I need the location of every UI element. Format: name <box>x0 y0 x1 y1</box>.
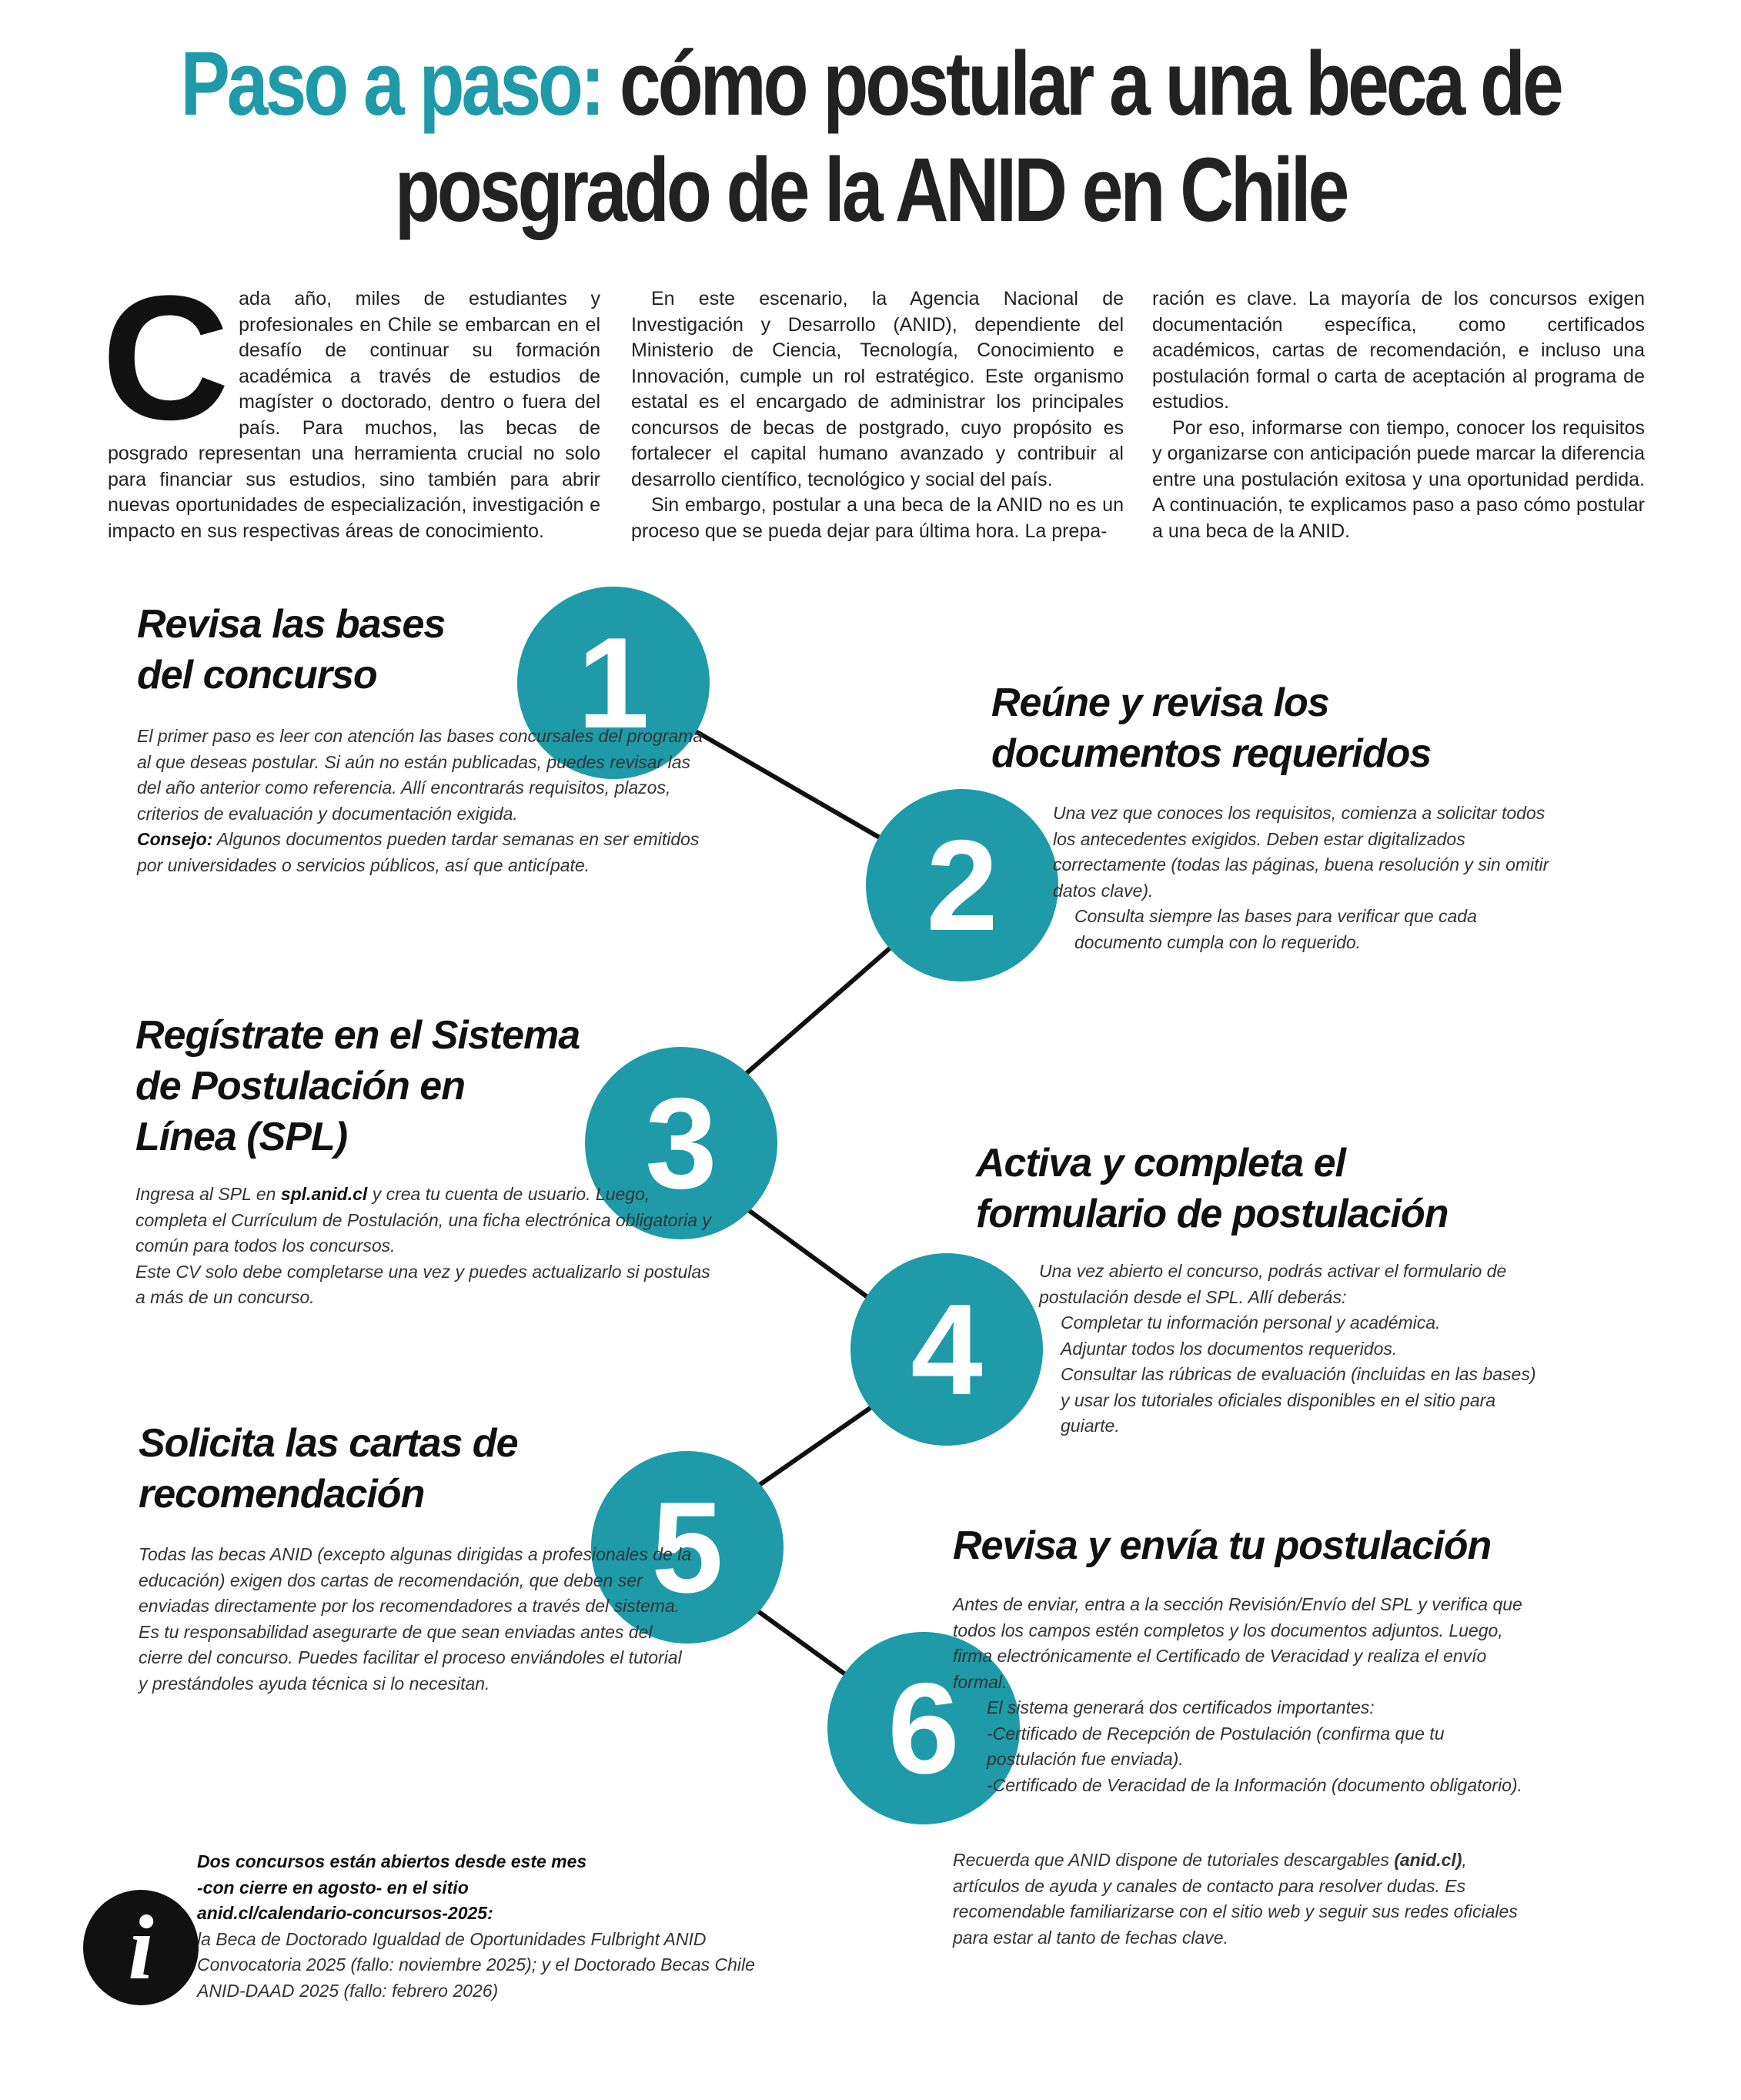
step-6-circle: 6 <box>827 1632 1020 1824</box>
spl-link[interactable]: spl.anid.cl <box>280 1184 368 1204</box>
footer-note <box>953 1848 1538 1951</box>
step-3-title-line3: Línea (SPL) <box>135 1115 348 1159</box>
step-6-body <box>953 1592 1530 1798</box>
step-4-title-line1: Activa y completa el <box>976 1141 1345 1185</box>
step-3-title <box>135 1010 580 1162</box>
step-3-title-line2: de Postulación en <box>135 1064 465 1109</box>
footer-text: Recuerda que ANID dispone de tutoriales descargables (anid.cl), artículos de ayuda y canales de contacto para resolver dudas. Es recomendable familiarizarse con el sitio web y seguir sus redes oficiales para estar al tanto de fechas clave. <box>953 1850 1518 1948</box>
step-1-title <box>137 599 445 701</box>
step-5-title-line1: Solicita las cartas de <box>139 1421 518 1466</box>
info-bold-2: -con cierre en agosto- en el sitio <box>197 1877 469 1898</box>
step-1-title-line2: del concurso <box>137 653 377 697</box>
step-1-tip <box>137 827 707 878</box>
step-2-title-line2: documentos requeridos <box>991 731 1432 776</box>
step-4-text: Una vez abierto el concurso, podrás activar el formulario de postulación desde el SPL. Allí deberás: <box>1039 1261 1507 1307</box>
drop-cap: C <box>102 259 230 456</box>
title-highlight: Paso a paso: <box>180 33 603 135</box>
step-2-text-2: Consulta siempre las bases para verificar que cada documento cumpla con lo requerido. <box>1074 906 1477 952</box>
step-1-body <box>137 724 707 878</box>
step-5-circle: 5 <box>591 1451 784 1644</box>
step-4-title-line2: formulario de postulación <box>976 1192 1449 1236</box>
step-4-item-3: Consultar las rúbricas de evaluación (incluidas en las bases) y usar los tutoriales oficiales disponibles en el sitio para guiarte. <box>1061 1364 1536 1436</box>
step-2-circle: 2 <box>866 789 1058 981</box>
anid-link[interactable]: (anid.cl) <box>1394 1850 1462 1870</box>
intro-col3-p1: ración es clave. La mayoría de los concursos exigen documentación específica, como certificados académicos, cartas de recomendación, e incluso una postulación formal o carta de aceptación al programa de estudios. <box>1152 288 1645 413</box>
step-4-item-2: Adjuntar todos los documentos requeridos. <box>1061 1338 1398 1359</box>
step-1-title-line1: Revisa las bases <box>137 602 446 647</box>
step-5-text: Todas las becas ANID (excepto algunas dirigidas a profesionales de la educación) exigen dos cartas de recomendación, que deben ser enviadas directamente por los recomendadores a través del sistema. <box>139 1544 692 1616</box>
tip-text: Algunos documentos pueden tardar semanas en ser emitidos por universidades o servicios públicos, así que anticípate. <box>137 829 700 875</box>
step-6-text-2: El sistema generará dos certificados importantes: <box>987 1697 1375 1717</box>
step-2-title <box>991 677 1431 779</box>
step-3-body <box>135 1182 720 1311</box>
step-4-item-1: Completar tu información personal y académica. <box>1061 1312 1441 1333</box>
intro-col2-p2: Sin embargo, postular a una beca de la ANID no es un proceso que se pueda dejar para última hora. La prepa- <box>631 494 1124 542</box>
step-6-text: Antes de enviar, entra a la sección Revisión/Envío del SPL y verifica que todos los campos estén completos y los documentos adjuntos. Luego, firma electrónicamente el Certificado de Veracidad y realiza el envío formal. <box>953 1594 1522 1692</box>
step-6-title-line1: Revisa y envía tu postulación <box>953 1523 1492 1568</box>
step-3-text-2: Este CV solo debe completarse una vez y puedes actualizarlo si postulas a más de un concurso. <box>135 1261 710 1307</box>
title-line1: cómo postular a una beca de <box>619 33 1561 135</box>
step-6-cert-1: -Certificado de Recepción de Postulación (confirma que tu postulación fue enviada). <box>987 1723 1445 1769</box>
info-text: la Beca de Doctorado Igualdad de Oportunidades Fulbright ANID Convocatoria 2025 (fallo: noviembre 2025); y el Doctorado Becas Chile ANID-DAAD 2025 (fallo: febrero 2026) <box>197 1928 755 2001</box>
step-1-text: El primer paso es leer con atención las bases concursales del programa al que deseas postular. Si aún no están publicadas, puedes revisar las del año anterior como referencia. Allí encontrarás requisitos, plazos, criterios de evaluación y documentación exigida. <box>137 726 703 824</box>
info-bold-1: Dos concursos están abiertos desde este mes <box>197 1851 587 1871</box>
tip-label: Consejo: <box>137 829 213 849</box>
step-1-circle: 1 <box>517 587 710 779</box>
intro-col1-text: ada año, miles de estudiantes y profesionales en Chile se embarcan en el desafío de continuar su formación académica a través de estudios de magíster o doctorado, dentro o fuera del país. Para muchos, las becas de posgrado representan una herramienta crucial no solo para financiar sus estudios, sino también para abrir nuevas oportunidades de especialización, investigación e impacto en sus respectivas áreas de conocimiento. <box>108 288 600 542</box>
step-5-text-2: Es tu responsabilidad asegurarte de que sean enviadas antes del cierre del concurso. Puedes facilitar el proceso enviándoles el tutorial y prestándoles ayuda técnica si lo necesitan. <box>139 1621 682 1694</box>
step-4-title <box>976 1138 1449 1239</box>
step-6-title <box>953 1520 1491 1571</box>
step-3-circle: 3 <box>585 1047 777 1239</box>
step-5-title <box>139 1418 518 1520</box>
info-box <box>197 1849 782 2004</box>
step-4-body <box>1039 1259 1547 1440</box>
title-line2: posgrado de la ANID en Chile <box>394 139 1347 241</box>
step-5-body <box>139 1542 693 1697</box>
intro-col3-p2: Por eso, informarse con tiempo, conocer los requisitos y organizarse con anticipación puede marcar la diferencia entre una postulación exitosa y una oportunidad perdida. A continuación, te explicamos paso a paso cómo postular a una beca de la ANID. <box>1152 416 1645 542</box>
step-4-circle: 4 <box>850 1253 1043 1446</box>
step-2-title-line1: Reúne y revisa los <box>991 680 1329 725</box>
step-3-text: Ingresa al SPL en spl.anid.cl y crea tu cuenta de usuario. Luego, completa el Currículum de Postulación, una ficha electrónica obligatoria y común para todos los concursos. <box>135 1184 711 1256</box>
info-icon: i <box>83 1890 199 2005</box>
intro-col2-p1: En este escenario, la Agencia Nacional de Investigación y Desarrollo (ANID), dependiente del Ministerio de Ciencia, Tecnología, Conocimiento e Innovación, cumple un rol estratégico. Este organismo estatal es el encargado de administrar los principales concursos de becas de postgrado, cuyo propósito es fortalecer el capital humano avanzado y contribuir al desarrollo científico, tecnológico y social del país. <box>631 288 1124 490</box>
calendar-link[interactable]: anid.cl/calendario-concursos-2025: <box>197 1903 493 1923</box>
step-2-text: Una vez que conoces los requisitos, comienza a solicitar todos los antecedentes exigidos. Deben estar digitalizados correctamente (todas las páginas, buena resolución y sin omitir datos clave). <box>1053 803 1549 901</box>
step-3-title-line1: Regístrate en el Sistema <box>135 1013 580 1058</box>
step-6-cert-2: -Certificado de Veracidad de la Información (documento obligatorio). <box>987 1774 1522 1795</box>
step-2-body <box>1053 801 1561 955</box>
step-5-title-line2: recomendación <box>139 1472 425 1516</box>
